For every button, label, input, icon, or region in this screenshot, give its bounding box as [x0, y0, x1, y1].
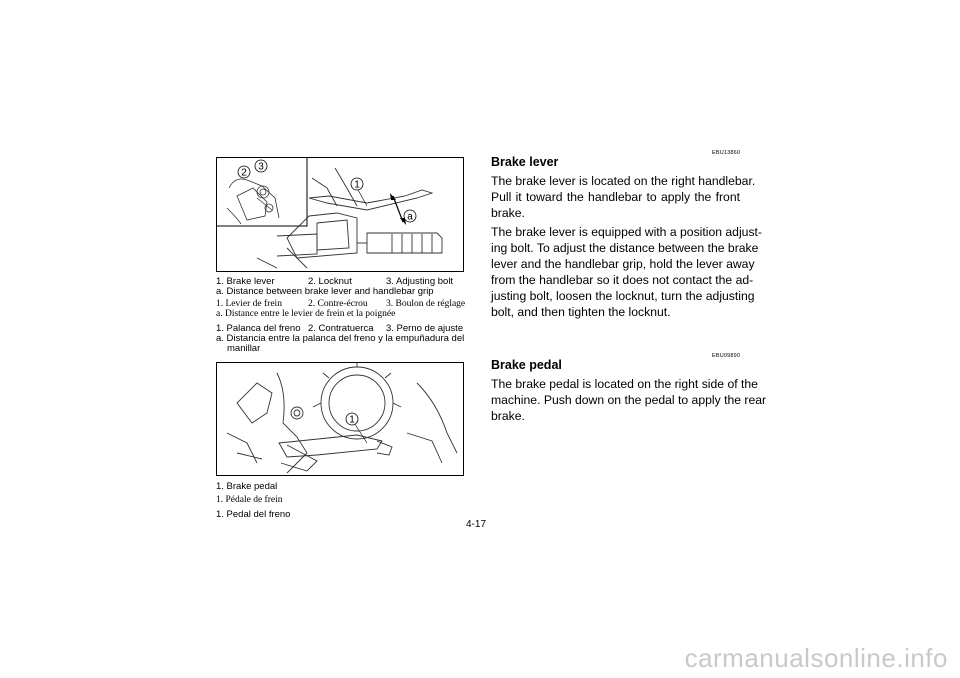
callout-3: 3 [258, 161, 264, 173]
text-line: justing bolt, loosen the locknut, turn the adjusting [491, 289, 755, 303]
caption-fr-item-3: 3. Boulon de réglage [386, 299, 466, 309]
text-line: lever and the handlebar grip, hold the lever away [491, 257, 755, 271]
section-code-brake-pedal: EBU09890 [712, 353, 741, 359]
caption-en-line2: a. Distance between brake lever and handlebar grip [216, 286, 434, 297]
paragraph-brake-lever-2 [491, 224, 762, 320]
caption-es-item-3: 3. Perno de ajuste [386, 323, 464, 334]
caption-fr-line2: a. Distance entre le levier de frein et la poignée [216, 309, 396, 319]
caption-fr-item-2: 2. Contre-écrou [308, 299, 368, 309]
brake-pedal-illustration [216, 362, 464, 476]
text-line: from the handlebar so it does not contact the ad- [491, 273, 754, 287]
caption-pedal-en: 1. Brake pedal [216, 481, 278, 492]
text-line: The brake pedal is located on the right side of the [491, 377, 758, 391]
text-line: brake. [491, 409, 525, 423]
caption-es-item-1: 1. Palanca del freno [216, 323, 301, 334]
text-line: machine. Push down on the pedal to apply the rear [491, 393, 767, 407]
brake-lever-illustration [216, 157, 464, 272]
caption-es-line2: a. Distancia entre la palanca del freno y la empuñadura del [216, 333, 465, 344]
text-line: The brake lever is located on the right handlebar. [491, 174, 756, 188]
callout-a: a [407, 211, 413, 223]
caption-pedal-es: 1. Pedal del freno [216, 509, 291, 520]
text-line: bolt, and then tighten the locknut. [491, 305, 671, 319]
text-line: brake. [491, 206, 525, 220]
paragraph-brake-pedal-1 [491, 376, 767, 424]
caption-fr-item-1: 1. Levier de frein [216, 299, 282, 309]
paragraph-brake-lever-1 [491, 173, 756, 221]
callout-1: 1 [354, 179, 360, 191]
watermark: carmanualsonline.info [684, 643, 948, 673]
page-number: 4-17 [466, 519, 487, 530]
callout-2: 2 [241, 167, 247, 179]
heading-brake-lever: Brake lever [491, 155, 559, 169]
caption-es-line3: manillar [227, 343, 261, 354]
heading-brake-pedal: Brake pedal [491, 358, 562, 372]
text-line: The brake lever is equipped with a position adjust- [491, 225, 762, 239]
text-line: ing bolt. To adjust the distance between the brake [491, 241, 759, 255]
caption-en-item-2: 2. Locknut [308, 276, 352, 287]
caption-en-item-1: 1. Brake lever [216, 276, 275, 287]
pedal-callout-1: 1 [349, 414, 355, 426]
text-line: Pull it toward the handlebar to apply the front [491, 190, 740, 204]
caption-en-item-3: 3. Adjusting bolt [386, 276, 454, 287]
caption-es-item-2: 2. Contratuerca [308, 323, 374, 334]
section-code-brake-lever: EBU13860 [712, 150, 741, 156]
caption-pedal-fr: 1. Pédale de frein [216, 495, 283, 505]
brake-pedal-drawing [217, 363, 463, 475]
brake-lever-drawing [217, 158, 463, 271]
